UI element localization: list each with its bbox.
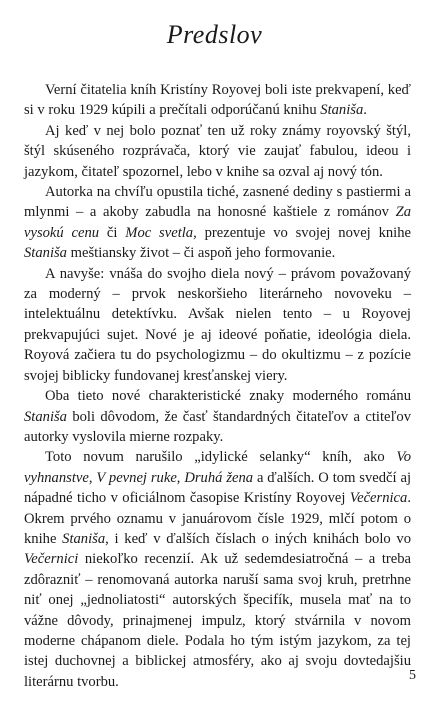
text-run: . Okrem prvého oznamu v januárovom čísle 1929, mlčí potom o knihe	[24, 490, 411, 547]
text-run: Toto novum narušilo „idylické selanky“ kníh, ako	[45, 449, 397, 466]
italic-title: Staniša	[62, 530, 106, 547]
paragraph	[24, 80, 411, 121]
text-run: , i keď v ďalších číslach o iných knihách bolo vo	[105, 530, 411, 547]
italic-title: Druhá žena	[184, 469, 254, 486]
text-run: , prezentuje vo svojej novej knihe	[193, 224, 411, 241]
text-run: či	[99, 224, 126, 241]
text-run: niekoľko recenzií. Ak už sedemdesiatročná – a treba zdôrazniť – renomovaná autorka naruší sama svoj kruh, pretrhne niť onej „jednoliatosti“ autorských špecifík, musela mať na to vážne dôvody, prinajmenej impulz, ktorý stvárnila v novom moderne chápanom diele. Podala ho tým istým jazykom, za tej istej duchovnej a biblickej atmosféry, ako aj svoju dovtedajšiu literárnu tvorbu.	[24, 551, 411, 690]
text-run: Oba tieto nové charakteristické znaky moderného románu	[45, 388, 411, 405]
italic-title: Večernica	[349, 490, 408, 507]
italic-title: Staniša	[24, 408, 67, 425]
text-run: a ďalších. O tom svedčí aj nápadné ticho v oficiálnom časopise Kristíny Royovej	[24, 469, 411, 507]
text-run: ,	[88, 469, 97, 486]
italic-title: Vo vyhnanstve	[24, 449, 411, 486]
text-run: Aj keď v nej bolo poznať ten už roky známy royovský štýl, štýl skúseného rozprávača, ktorý vie zaujať fabulou, ideou i jazykom, čitateľ spozornel, lebo v knihe sa ozval aj nový tón.	[24, 122, 411, 180]
text-run: ,	[176, 469, 185, 486]
paragraph	[24, 447, 411, 692]
italic-title: Moc svetla	[125, 224, 194, 241]
text-run: A navyše: vnáša do svojho diela nový – právom považovaný za moderný – prvok neskoršieho literárneho novoveku – intelektuálnu detektívku. Avšak nielen tento – u Royovej prekvapujúci sujet. Nové je aj ideové poňatie, ideológia diela. Royová začiera tu do psychologizmu – do okultizmu – z pozície svojej biblicky fundovanej kresťanskej viery.	[24, 265, 411, 384]
italic-title: Za vysokú cenu	[24, 204, 411, 241]
paragraph	[24, 264, 411, 386]
body-text	[24, 80, 411, 692]
italic-title: Staniša	[320, 102, 364, 119]
paragraph	[24, 386, 411, 447]
page-number: 5	[409, 668, 416, 683]
italic-title: Staniša	[24, 245, 67, 262]
paragraph	[24, 182, 411, 264]
text-run: boli dôvodom, že časť štandardných čitateľov a ctiteľov autorky vyslovila mierne rozpaky.	[24, 408, 411, 445]
paragraph	[24, 121, 411, 182]
italic-title: V pevnej ruke	[96, 469, 177, 486]
page-title: Predslov	[166, 20, 263, 49]
italic-title: Večernici	[24, 551, 79, 568]
text-run: Autorka na chvíľu opustila tiché, zasnené dediny s pastiermi a mlynmi – a akoby zabudla na honosné kaštiele z románov	[24, 184, 411, 221]
text-run: .	[363, 102, 367, 119]
text-run: Verní čitatelia kníh Kristíny Royovej boli iste prekvapení, keď si v roku 1929 kúpili a prečítali odporúčanú knihu	[24, 82, 411, 119]
text-run: meštiansky život – či aspoň jeho formovanie.	[66, 245, 336, 262]
